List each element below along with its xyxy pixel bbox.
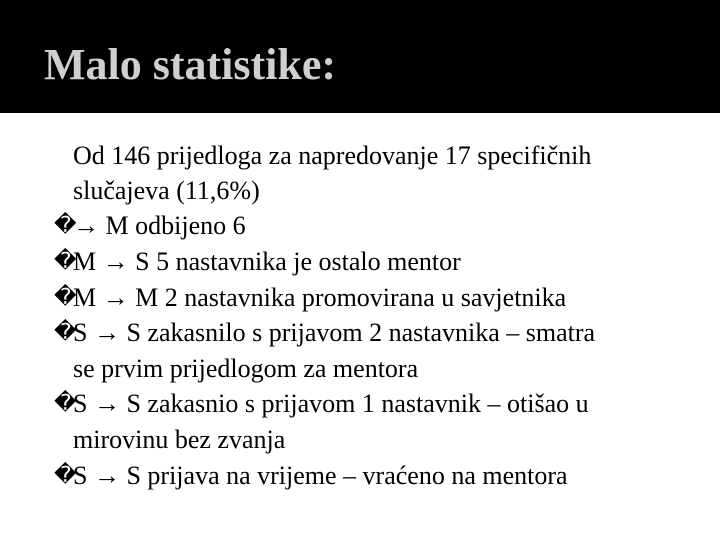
bullet-icon: � bbox=[54, 391, 77, 416]
bullet-icon: � bbox=[54, 213, 77, 238]
bullet-icon: � bbox=[54, 249, 77, 274]
line-text: S → S zakasnio s prijavom 1 nastavnik – otišao u bbox=[73, 389, 589, 418]
line-text: mirovinu bez zvanja bbox=[73, 425, 286, 454]
line-text: S → S prijava na vrijeme – vraćeno na mentora bbox=[73, 461, 568, 490]
slide-title: Malo statistike: bbox=[44, 40, 337, 89]
line-text: Od 146 prijedloga za napredovanje 17 specifičnih bbox=[73, 141, 592, 170]
bullet-icon: � bbox=[54, 320, 77, 345]
line-text: M → M 2 nastavnika promovirana u savjetnika bbox=[73, 283, 567, 312]
bullet-icon: � bbox=[54, 463, 77, 488]
line-text: slučajeva (11,6%) bbox=[73, 176, 260, 205]
line-text: S → S zakasnilo s prijavom 2 nastavnika – smatra bbox=[73, 318, 596, 347]
line-text: se prvim prijedlogom za mentora bbox=[73, 354, 419, 383]
line-text: → M odbijeno 6 bbox=[73, 211, 246, 240]
bullet-icon: � bbox=[54, 285, 77, 310]
title-bar bbox=[0, 0, 720, 113]
line-text: M → S 5 nastavnika je ostalo mentor bbox=[73, 247, 461, 276]
